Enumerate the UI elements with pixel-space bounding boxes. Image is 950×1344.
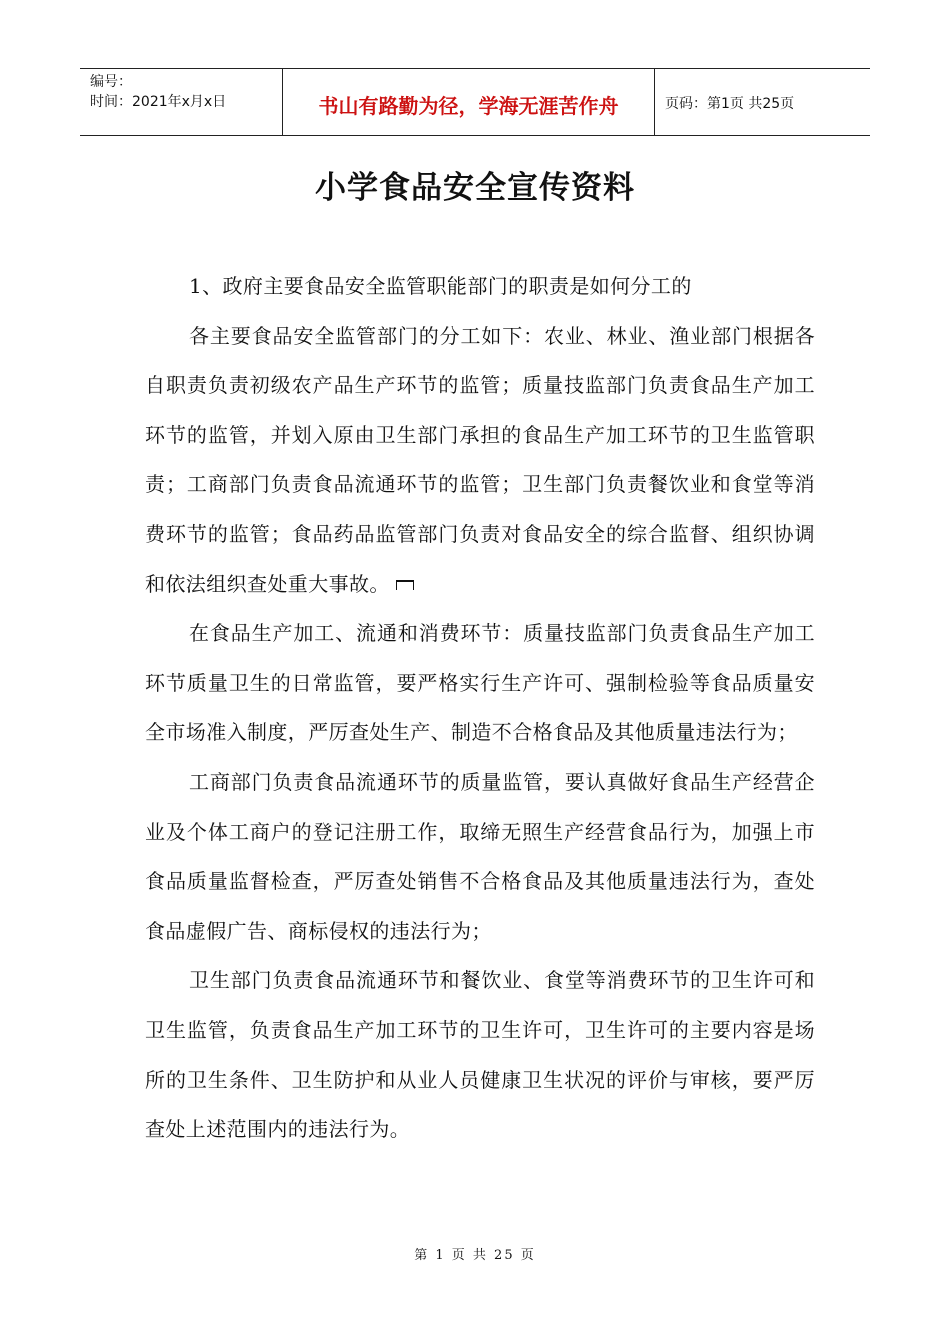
header-number-label: 编号： [90,74,132,90]
editor-mark-icon [396,580,414,590]
header-page-info: 页码：第1页 共25页 [665,96,795,112]
paragraph-4: 卫生部门负责食品流通环节和餐饮业、食堂等消费环节的卫生许可和卫生监管，负责食品生产加工环节的卫生许可，卫生许可的主要内容是场所的卫生条件、卫生防护和从业人员健康卫生状况的评价与审核，要严厉查处上述范围内的违法行为。 [145,968,815,1142]
document-header [80,68,870,136]
page-footer: 第 1 页 共 25 页 [414,1248,536,1263]
paragraph-question: 1、政府主要食品安全监管职能部门的职责是如何分工的 [189,274,692,298]
header-date-label: 时间：2021年x月x日 [90,94,227,110]
page-title: 小学食品安全宣传资料 [315,170,635,206]
paragraph-1-text: 各主要食品安全监管部门的分工如下：农业、林业、渔业部门根据各自职责负责初级农产品生产环节的监管；质量技监部门负责食品生产加工环节的监管，并划入原由卫生部门承担的食品生产加工环节的卫生监管职责；工商部门负责食品流通环节的监管；卫生部门负责餐饮业和食堂等消费环节的监管；食品药品监管部门负责对食品安全的综合监督、组织协调和依法组织查处重大事故。 [145,323,815,596]
document-body [145,262,815,1155]
paragraph-2: 在食品生产加工、流通和消费环节：质量技监部门负责食品生产加工环节质量卫生的日常监管，要严格实行生产许可、强制检验等食品质量安全市场准入制度，严厉查处生产、制造不合格食品及其他质量违法行为； [145,621,815,745]
header-meta [80,69,282,135]
paragraph-3: 工商部门负责食品流通环节的质量监管，要认真做好食品生产经营企业及个体工商户的登记注册工作，取缔无照生产经营食品行为，加强上市食品质量监督检查，严厉查处销售不合格食品及其他质量违法行为，查处食品虚假广告、商标侵权的违法行为； [145,769,815,943]
header-motto: 书山有路勤为径，学海无涯苦作舟 [282,69,655,135]
paragraph-1 [145,312,815,610]
